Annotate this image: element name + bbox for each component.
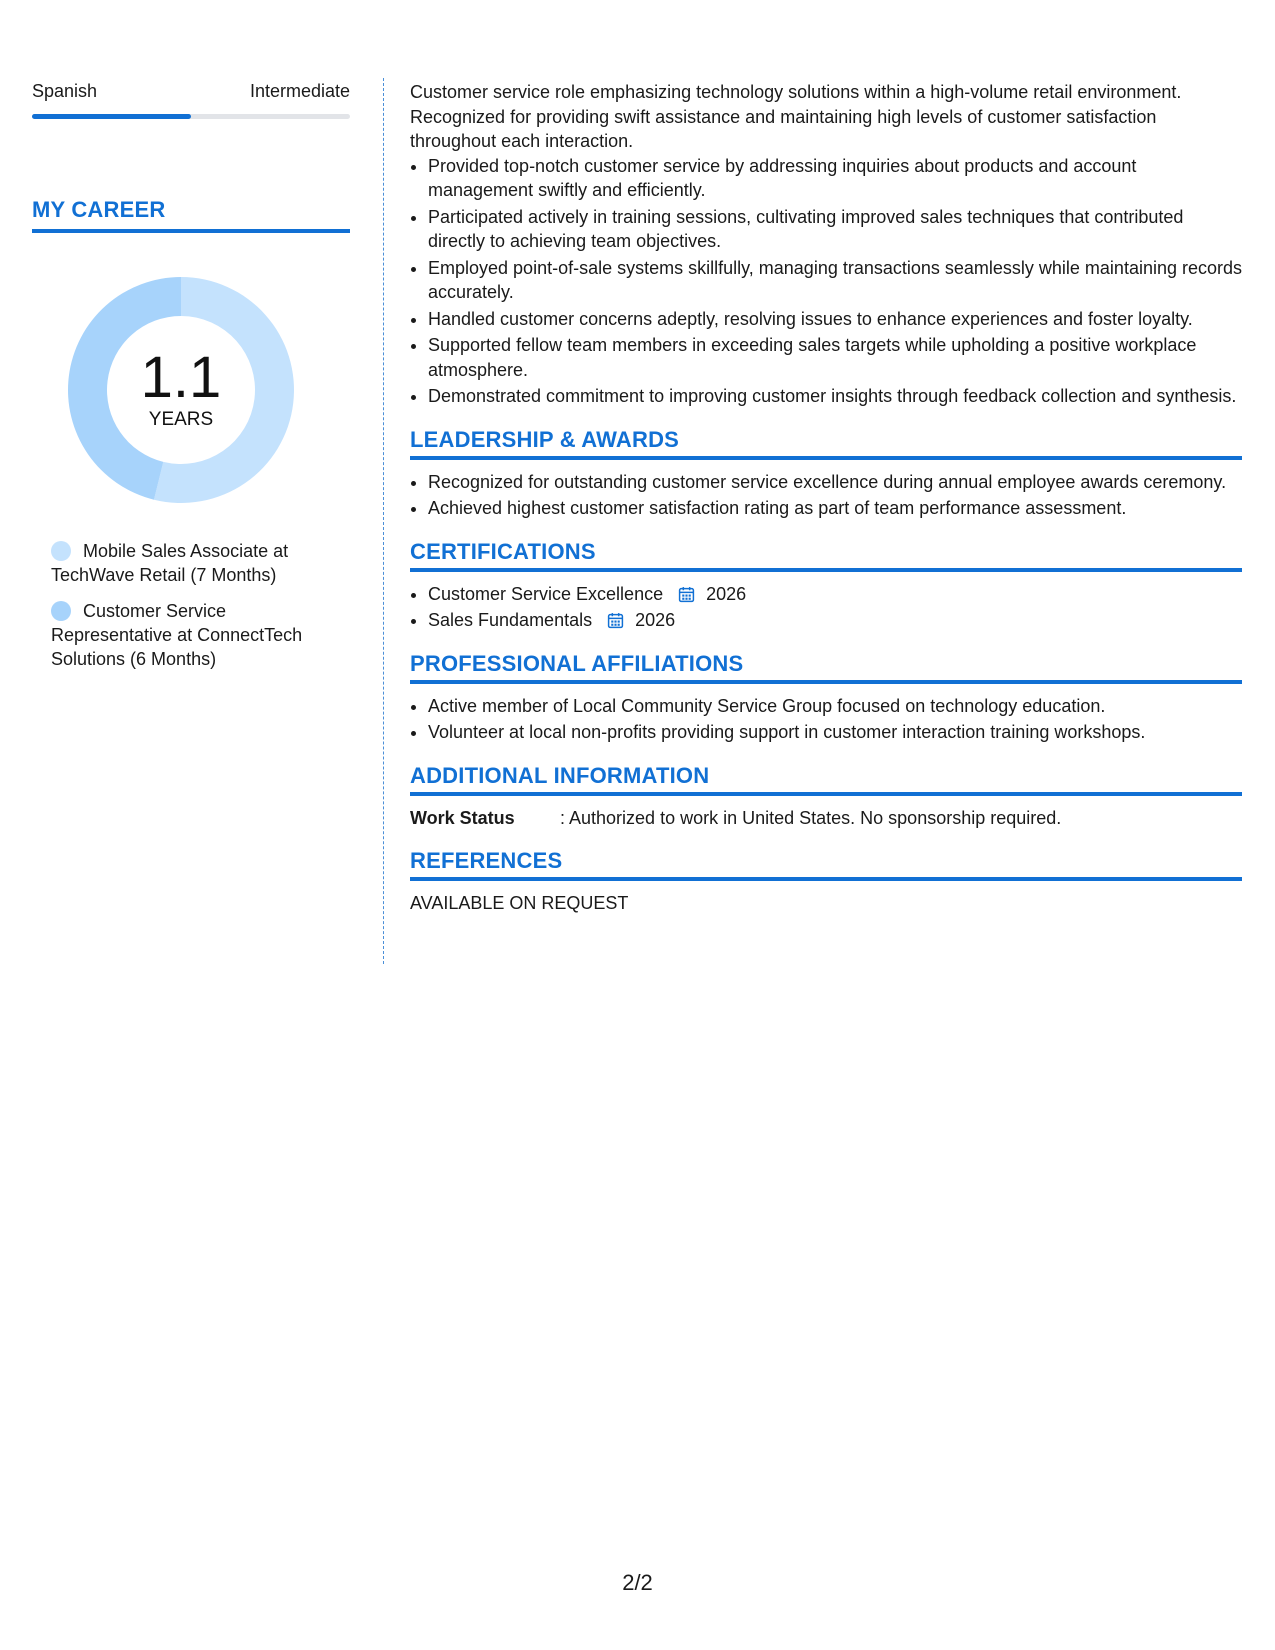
language-proficiency-fill xyxy=(32,114,191,119)
leadership-title: LEADERSHIP & AWARDS xyxy=(410,427,1242,460)
career-legend-label: Customer Service Representative at ConnectTech Solutions (6 Months) xyxy=(51,601,303,669)
legend-dot xyxy=(51,541,71,561)
leadership-item: • Recognized for outstanding customer service excellence during annual employee awards ceremony. xyxy=(428,470,1242,495)
calendar-icon xyxy=(678,586,695,603)
affiliation-item: • Volunteer at local non-profits providing support in customer interaction training workshops. xyxy=(428,720,1242,745)
experience-bullet: • Supported fellow team members in exceeding sales targets while upholding a positive workplace atmosphere. xyxy=(428,333,1242,382)
additional-info-title: ADDITIONAL INFORMATION xyxy=(410,763,1242,796)
certifications-title: CERTIFICATIONS xyxy=(410,539,1242,572)
leadership-item: • Achieved highest customer satisfaction rating as part of team performance assessment. xyxy=(428,496,1242,521)
experience-bullet: • Demonstrated commitment to improving customer insights through feedback collection and synthesis. xyxy=(428,384,1242,409)
donut-center xyxy=(66,275,296,505)
work-status-value: : Authorized to work in United States. No sponsorship required. xyxy=(560,807,1062,828)
career-donut-chart xyxy=(66,275,296,505)
leadership-list xyxy=(410,470,1242,521)
career-legend-label: Mobile Sales Associate at TechWave Retail (7 Months) xyxy=(51,541,289,585)
certification-year: 2026 xyxy=(706,583,747,604)
language-proficiency-bar xyxy=(32,114,350,119)
language-level: Intermediate xyxy=(249,81,350,101)
legend-dot xyxy=(51,601,71,621)
affiliation-item: • Active member of Local Community Service Group focused on technology education. xyxy=(428,694,1242,719)
certification-item xyxy=(428,582,1242,607)
certification-name: Customer Service Excellence xyxy=(428,583,664,604)
certification-name: Sales Fundamentals xyxy=(428,610,593,630)
career-legend-item xyxy=(51,599,321,671)
column-divider xyxy=(383,78,384,964)
page-number: 2/2 xyxy=(622,1570,653,1595)
calendar-icon xyxy=(607,612,624,629)
affiliations-title: PROFESSIONAL AFFILIATIONS xyxy=(410,651,1242,684)
career-total-value: 1.1 xyxy=(140,345,222,410)
experience-bullet: • Handled customer concerns adeptly, resolving issues to enhance experiences and foster loyalty. xyxy=(428,307,1242,332)
certifications-list xyxy=(410,582,1242,633)
certification-item xyxy=(428,608,1242,633)
right-column xyxy=(410,80,1242,915)
career-title: MY CAREER xyxy=(32,197,350,233)
certification-year: 2026 xyxy=(635,610,676,630)
experience-bullet: • Employed point-of-sale systems skillfully, managing transactions seamlessly while maintaining records accurately. xyxy=(428,256,1242,305)
language-name: Spanish xyxy=(32,81,98,101)
career-legend xyxy=(32,539,350,671)
work-status-label: Work Status xyxy=(410,807,515,828)
work-status-row xyxy=(410,806,1242,830)
affiliations-list xyxy=(410,694,1242,745)
experience-summary: Customer service role emphasizing technology solutions within a high-volume retail environment. Recognized for providing swift assistance and maintaining high levels of customer satisfaction throughout each interaction. xyxy=(410,82,1182,151)
language-row xyxy=(32,80,350,102)
experience-bullet: • Provided top-notch customer service by addressing inquiries about products and account management swiftly and efficiently. xyxy=(428,154,1242,203)
left-column xyxy=(32,80,350,683)
experience-bullet: • Participated actively in training sessions, cultivating improved sales techniques that contributed directly to achieving team objectives. xyxy=(428,205,1242,254)
career-total-unit: YEARS xyxy=(148,409,214,430)
references-text: AVAILABLE ON REQUEST xyxy=(410,892,629,913)
career-legend-item xyxy=(51,539,321,587)
references-title: REFERENCES xyxy=(410,848,1242,881)
experience-bullets xyxy=(410,154,1242,409)
